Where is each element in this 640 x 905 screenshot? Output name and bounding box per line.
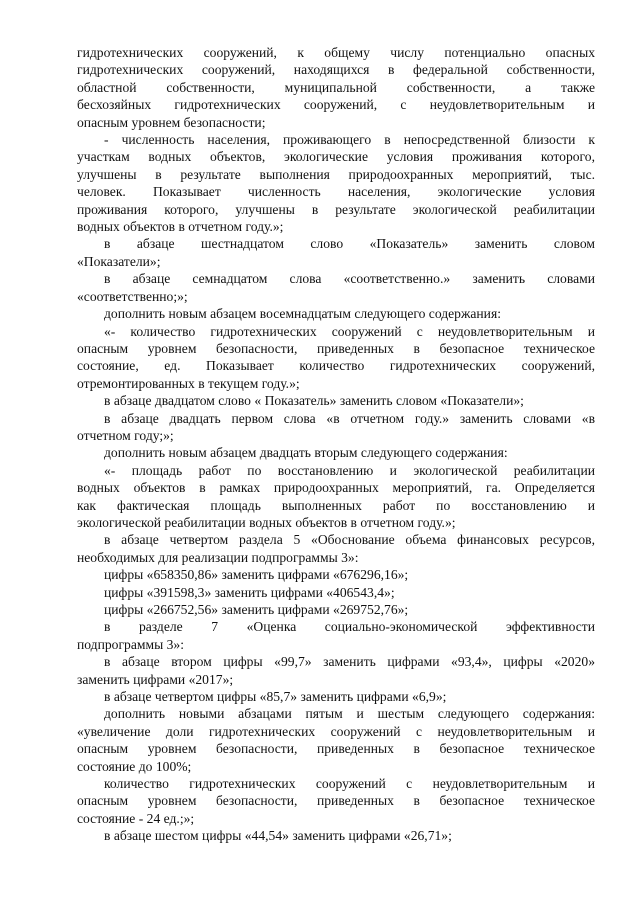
text-line: «Показатели»; [77, 253, 161, 269]
text-line: отчетном году;»; [77, 427, 174, 443]
text-line: - численность населения, проживающего в непосредственной близости к [104, 132, 595, 148]
text-line: количество гидротехнических сооружений с неудовлетворительным и [104, 776, 595, 792]
text-line: «соответственно;»; [77, 288, 188, 304]
text-line: опасным уровнем безопасности, приведенных в безопасное техническое [77, 741, 595, 757]
text-line: «увеличение доли гидротехнических сооружений с неудовлетворительным и [77, 723, 595, 739]
text-line: в абзаце двадцать первом слова «в отчетном году.» заменить словами «в [104, 410, 595, 426]
text-line: в абзаце четвертом цифры «85,7» заменить цифрами «6,9»; [104, 689, 447, 705]
text-line: в абзаце семнадцатом слова «соответственно.» заменить словами [104, 271, 595, 287]
text-line: цифры «391598,3» заменить цифрами «406543,4»; [104, 584, 395, 600]
text-line: в абзаце шестнадцатом слово «Показатель» заменить словом [104, 236, 595, 252]
text-line: как фактическая площадь выполненных работ по восстановлению и [77, 497, 595, 513]
text-line: водных объектов в отчетном году.»; [77, 219, 284, 235]
text-line: в абзаце двадцатом слово « Показатель» заменить словом «Показатели»; [104, 393, 524, 409]
text-line: экологической реабилитации водных объектов в отчетном году.»; [77, 514, 456, 530]
text-line: необходимых для реализации подпрограммы 3»: [77, 549, 359, 565]
text-line: состояние - 24 ед.;»; [77, 810, 195, 826]
text-line: участкам водных объектов, экологические условия проживания которого, [77, 149, 595, 165]
text-line: улучшены в результате выполнения природоохранных мероприятий, тыс. [77, 166, 595, 182]
text-line: цифры «658350,86» заменить цифрами «676296,16»; [104, 567, 409, 583]
text-line: в абзаце шестом цифры «44,54» заменить цифрами «26,71»; [104, 828, 452, 844]
text-line: в абзаце втором цифры «99,7» заменить цифрами «93,4», цифры «2020» [104, 654, 595, 670]
text-line: состояние до 100%; [77, 758, 192, 774]
text-line: областной собственности, муниципальной собственности, а также [77, 79, 595, 95]
text-line: в разделе 7 «Оценка социально-экономической эффективности [104, 619, 595, 635]
text-line: состояние, ед. Показывает количество гидротехнических сооружений, [77, 358, 595, 374]
text-line: гидротехнических сооружений, находящихся в федеральной собственности, [77, 62, 595, 78]
text-line: человек. Показывает численность населения, экологические условия [77, 184, 595, 200]
text-line: водных объектов в рамках природоохранных мероприятий, га. Определяется [77, 480, 595, 496]
text-line: опасным уровнем безопасности, приведенных в безопасное техническое [77, 793, 595, 809]
text-line: проживания которого, улучшены в результате экологической реабилитации [77, 201, 595, 217]
text-line: подпрограммы 3»: [77, 636, 184, 652]
text-line: «- количество гидротехнических сооружений с неудовлетворительным и [104, 323, 595, 339]
text-line: гидротехнических сооружений, к общему числу потенциально опасных [77, 45, 595, 60]
text-line: цифры «266752,56» заменить цифрами «269752,76»; [104, 602, 409, 617]
text-line: дополнить новым абзацем восемнадцатым следующего содержания: [104, 306, 501, 322]
text-line: в абзаце четвертом раздела 5 «Обоснование объема финансовых ресурсов, [104, 532, 595, 548]
text-line: «- площадь работ по восстановлению и экологической реабилитации [104, 462, 595, 478]
text-line: отремонтированных в текущем году.»; [77, 375, 300, 391]
text-line: опасным уровнем безопасности; [77, 114, 266, 130]
text-line: опасным уровнем безопасности, приведенных в безопасное техническое [77, 340, 595, 356]
text-line: заменить цифрами «2017»; [77, 671, 234, 687]
document-page [77, 44, 595, 845]
text-line: бесхозяйных гидротехнических сооружений, с неудовлетворительным и [77, 97, 595, 113]
text-line: дополнить новым абзацем двадцать вторым следующего содержания: [104, 445, 508, 461]
text-line: дополнить новыми абзацами пятым и шестым следующего содержания: [104, 706, 595, 722]
